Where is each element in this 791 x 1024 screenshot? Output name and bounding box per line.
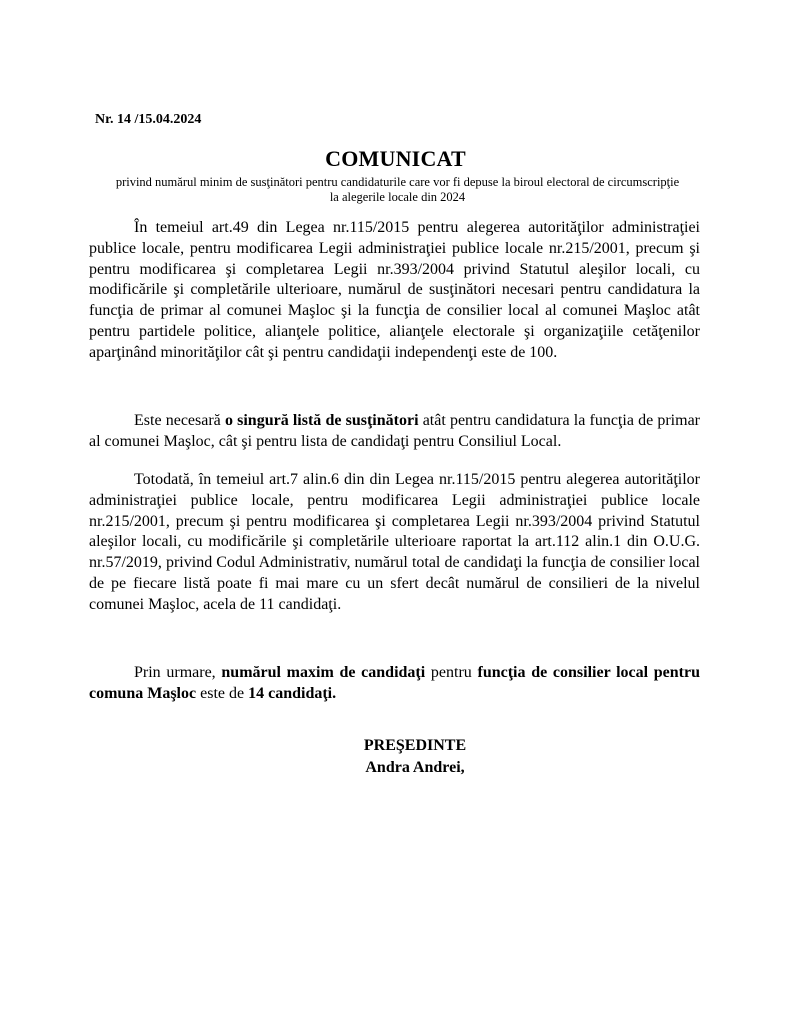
paragraph-text: atât pentru candidatura la funcţia de primar al comunei Maşloc, cât şi pentru lista de candidaţi pentru Consiliul Local.	[89, 412, 701, 450]
document-title: COMUNICAT	[325, 146, 466, 171]
paragraph-legal-basis: În temeiul art.49 din Legea nr.115/2015 pentru alegerea autorităţilor administraţiei publice locale, pentru modificarea Legii administraţiei publice locale nr.215/2001, precum şi pentru modificarea şi completarea Legii nr.393/2004 privind Statutul aleşilor locali, cu modificările şi completările ulterioare, numărul de susţinători necesari pentru candidatura la funcţia de primar al comunei Maşloc şi la funcţia de consilier local al comunei Maşloc atât pentru partidele politice, alianţele politice, alianţele electorale şi organizaţiile cetăţenilor aparţinând minorităţilor cât şi pentru candidaţii independenţi este de 100.	[89, 219, 700, 361]
signature-name: Andra Andrei,	[365, 759, 465, 776]
paragraph-candidate-count: Totodată, în temeiul art.7 alin.6 din din Legea nr.115/2015 pentru alegerea autorităţilor administraţiei publice locale, pentru modificarea Legii administraţiei publice locale nr.215/2001, precum şi pentru modificarea şi completarea Legii nr.393/2004 privind Statutul aleşilor locali, cu modificările şi completările ulterioare raportat la art.112 alin.1 din O.U.G. nr.57/2019, privind Codul Administrativ, numărul total de candidaţi la funcţia de consilier local de pe fiecare listă poate fi mai mare cu un sfert decât numărul de consilieri de la nivelul comunei Maşloc, acela de 11 candidaţi.	[89, 471, 700, 613]
emphasis-text: funcţia de consilier local pentru comuna Maşloc	[89, 664, 701, 702]
document-number: Nr. 14 /15.04.2024	[95, 112, 202, 127]
signature-role: PREŞEDINTE	[363, 737, 467, 754]
document-subtitle: privind numărul minim de susţinători pentru candidaturile care vor fi depuse la biroul electoral de circumscripţie la alegerile locale din 2024	[115, 175, 680, 204]
paragraph-conclusion	[89, 663, 700, 705]
signature-block	[290, 735, 540, 779]
paragraph-text: este de	[196, 684, 249, 702]
emphasis-text: numărul maxim de candidaţi	[221, 664, 426, 681]
emphasis-text: o singură listă de susţinători	[224, 412, 419, 429]
paragraph-text: pentru	[425, 664, 478, 681]
paragraph-single-list	[89, 411, 700, 453]
paragraph-text: Prin urmare,	[134, 664, 222, 681]
paragraph-text: Este necesară	[134, 412, 225, 429]
emphasis-text: 14 candidaţi.	[248, 684, 337, 702]
